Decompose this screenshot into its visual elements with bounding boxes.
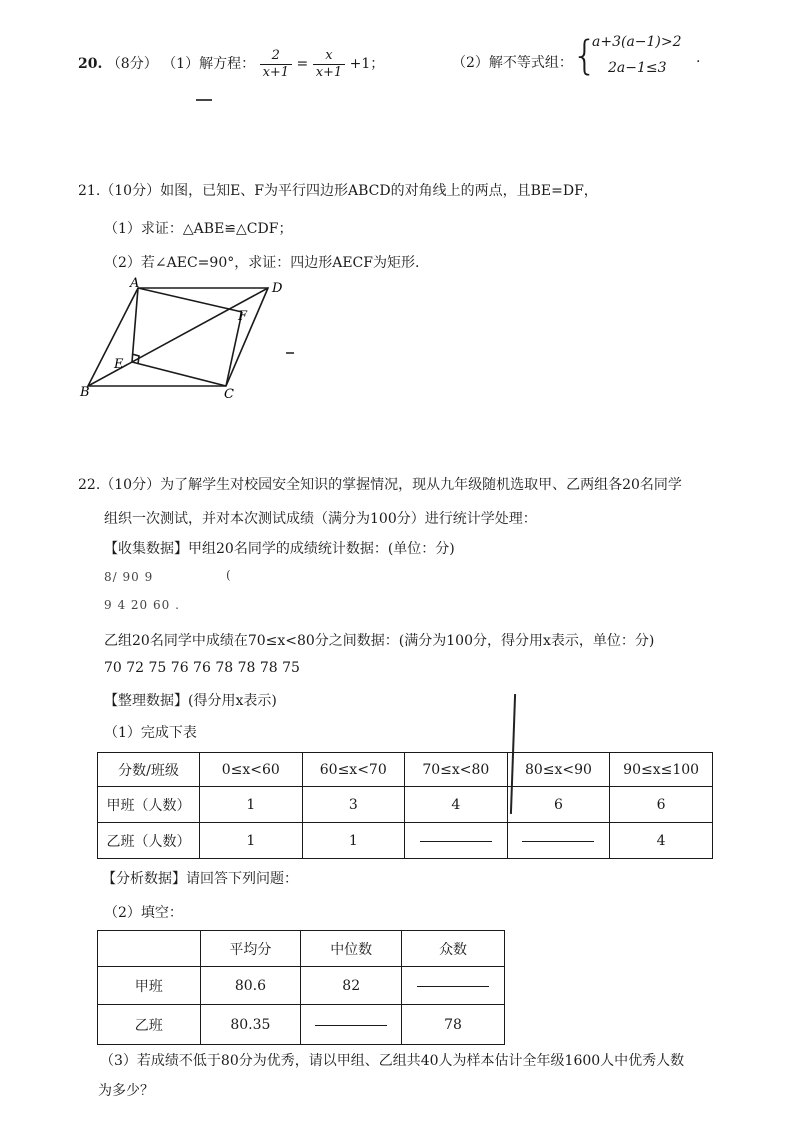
table-cell: 78: [402, 1005, 505, 1045]
fraction-2: [313, 48, 346, 81]
table-header-cell: 60≤x<70: [302, 753, 405, 787]
answer-blank[interactable]: [315, 1024, 387, 1026]
fraction-2-denominator: x+1: [315, 64, 343, 80]
table-cell: 乙班: [98, 1005, 201, 1045]
table-cell: 乙班（人数）: [98, 823, 200, 859]
equals-sign: =: [296, 56, 309, 72]
task3-line1: （3）若成绩不低于80分为优秀，请以甲组、乙组共40人为样本估计全年级1600人中优秀人数: [100, 1053, 685, 1069]
table-cell: 82: [301, 967, 402, 1005]
table-row: [98, 967, 505, 1005]
table-row: [98, 753, 713, 787]
equation-tail: +1；: [349, 56, 385, 72]
analyze-heading: 【分析数据】请回答下列问题：: [102, 871, 298, 887]
q20-part2-label: （2）解不等式组：: [452, 55, 573, 71]
table-cell: 3: [302, 787, 405, 823]
table-cell: 1: [200, 787, 302, 823]
table-header-cell: [98, 931, 201, 967]
q20-points: （8分）: [106, 56, 158, 72]
table-cell: 1: [200, 823, 302, 859]
inequality-1: a+3(a−1)>2: [592, 34, 682, 50]
table-row: [98, 823, 713, 859]
fraction-1: [260, 48, 293, 81]
table-cell: 6: [507, 787, 610, 823]
table-cell: 甲班（人数）: [98, 787, 200, 823]
table-header-cell: 0≤x<60: [200, 753, 302, 787]
table-row: [98, 931, 505, 967]
task1-label: （1）完成下表: [104, 725, 197, 741]
q20-part1-label: （1）解方程：: [162, 56, 256, 72]
table-row: [98, 787, 713, 823]
q20-number: 20.: [78, 56, 103, 72]
answer-blank-cell[interactable]: [507, 823, 610, 859]
table-cell: 1: [302, 823, 405, 859]
answer-blank[interactable]: [420, 840, 492, 842]
q21-line2: （1）求证：△ABE≌△CDF；: [104, 221, 293, 237]
organize-heading: 【整理数据】(得分用x表示): [104, 693, 277, 709]
table-row: [98, 1005, 505, 1045]
answer-blank-cell[interactable]: [301, 1005, 402, 1045]
q20-line: [78, 44, 384, 84]
answer-blank[interactable]: [417, 985, 489, 987]
group-b-data: 70 72 75 76 76 78 78 78 75: [104, 660, 300, 676]
label-e: E: [114, 357, 124, 372]
table-header-cell: 中位数: [301, 931, 402, 967]
table-cell: 6: [610, 787, 713, 823]
inequality-2: 2a−1≤3: [608, 60, 667, 76]
table-cell: 80.6: [200, 967, 301, 1005]
fraction-1-denominator: x+1: [262, 64, 290, 80]
label-b: B: [80, 385, 90, 400]
answer-blank-cell[interactable]: [405, 823, 508, 859]
table-header-cell: 80≤x<90: [507, 753, 610, 787]
label-a: A: [130, 276, 140, 291]
pen-mark: [196, 99, 212, 101]
table-header-cell: 90≤x≤100: [610, 753, 713, 787]
smudged-data-1: 8/ 90 9: [104, 570, 154, 584]
q22-line1: 22.（10分）为了解学生对校园安全知识的掌握情况，现从九年级随机选取甲、乙两组各20名同学: [78, 477, 682, 493]
group-b-description: 乙组20名同学中成绩在70≤x<80分之间数据：(满分为100分，得分用x表示，单位：分): [104, 633, 655, 649]
table-cell: 80.35: [200, 1005, 301, 1045]
label-d: D: [272, 281, 283, 296]
table-cell: 甲班: [98, 967, 201, 1005]
answer-blank[interactable]: [522, 840, 594, 842]
collect-heading: 【收集数据】甲组20名同学的成绩统计数据：(单位：分): [104, 541, 455, 557]
brace-icon: {: [572, 33, 598, 79]
table-header-cell: 众数: [402, 931, 505, 967]
fraction-2-numerator: x: [313, 48, 346, 65]
answer-blank-cell[interactable]: [402, 967, 505, 1005]
table-cell: 4: [610, 823, 713, 859]
smudged-data-1b: (: [226, 568, 232, 582]
q21-line1: 21.（10分）如图，已知E、F为平行四边形ABCD的对角线上的两点，且BE=DF，: [78, 183, 598, 199]
fraction-1-numerator: 2: [260, 48, 293, 65]
task2-label: （2）填空：: [104, 905, 183, 921]
q20-period: .: [696, 50, 701, 66]
segment-af: [138, 288, 242, 312]
table-header-cell: 平均分: [200, 931, 301, 967]
stray-mark: [286, 352, 294, 354]
segment-ec: [132, 362, 226, 386]
parallelogram-figure: [70, 274, 310, 404]
q22-line2: 组织一次测试，并对本次测试成绩（满分为100分）进行统计学处理：: [104, 511, 537, 527]
label-c: C: [224, 387, 234, 402]
statistics-table: [97, 930, 505, 1045]
task3-line2: 为多少？: [98, 1083, 154, 1099]
table-header-cell: 分数/班级: [98, 753, 200, 787]
label-f: F: [238, 309, 248, 324]
table-cell: 4: [405, 787, 508, 823]
q21-line3: （2）若∠AEC=90°，求证：四边形AECF为矩形.: [104, 255, 420, 271]
table-header-cell: 70≤x<80: [405, 753, 508, 787]
score-distribution-table: [97, 752, 713, 859]
smudged-data-2: 9 4 20 60 .: [104, 598, 180, 612]
